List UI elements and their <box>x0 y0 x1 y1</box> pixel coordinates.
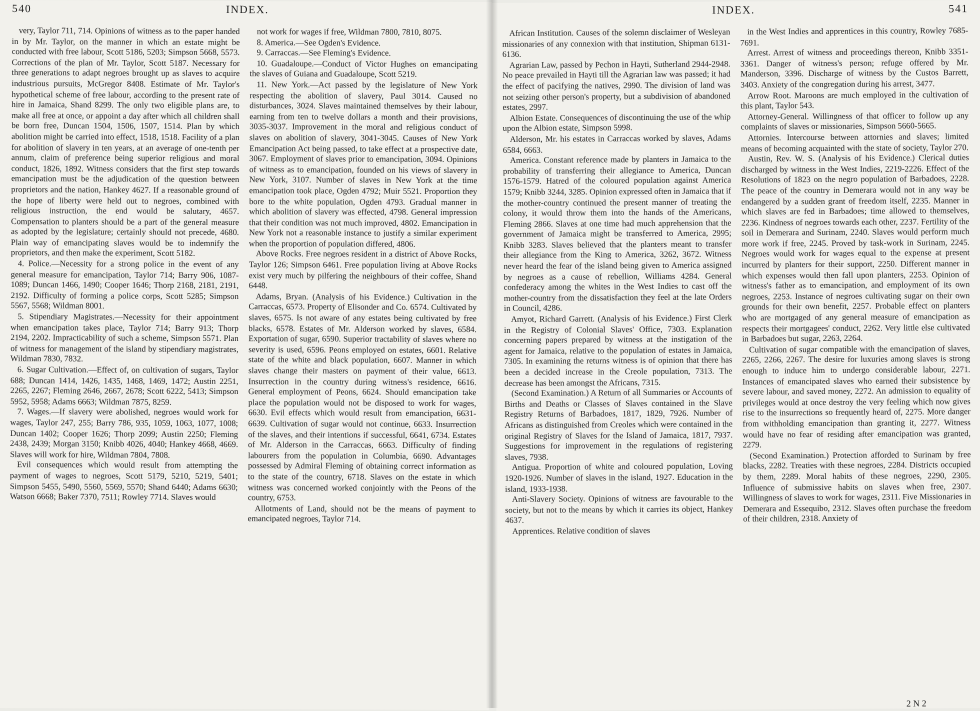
index-entry: 11. New York.—Act passed by the legislature of New York respecting the abolition of slavery, Paul 3014. Caused no disturbances, 3024. Slaves maintained themselves by their labour, earning from ten to twelve dollars a month and their provisions, 3035-3037. Improvement in the moral and religious conduct of slaves on abolition of slavery, 3041-3045. Causes of New York Emancipation Act being passed, to take effect at a prospective date, 3067. Employment of slaves prior to emancipation, 3094. Opinions of witness as to emancipation, founded on his views of slavery in New York, 3107. Number of slaves in New York at the time emancipation took place, Ogden 4792; Muir 5521. Proportion they bore to the white population, Ogden 4793. Gradual manner in which abolition of slavery was effected, 4798. General impression that their condition was not much improved, 4802. Emancipation in New York not a reasonable instance to justify a similar experiment when the proportion of population differed, 4806. <box>248 80 478 249</box>
index-entry: America. Constant reference made by planters in Jamaica to the probability of transferring their allegiance to America, Duncan 1576-1579. Hatred of the coloured population against America 1579; Knibb 3244, 3285. Opinion expressed often in Jamaica that if the mother-country continued the present manner of treating the colony, it would throw them into the hands of the Americans, Fleming 2866. Slaves at one time had much apprehension that the government of Jamaica might be transferred to America, 2995; Knibb 3283. Slaves believed that the planters meant to transfer their allegiance from the King to America, 3262, 3672. Witness never heard the fear of the island being given to America assigned by negroes as a cause of rebellion, Williams 4284. General confederacy among the whites in the West Indies to cast off the mother-country from the dissatisfaction they feel at the late Orders in Council, 4286. <box>503 154 732 314</box>
text-columns <box>9 26 478 704</box>
index-entry: (Second Examination.) A Return of all Summaries or Accounts of Births and Deaths or Classes of Slaves contained in the Slave Registry Returns of Barbadoes, 1817, 1829, 7926. Number of Africans as distinguished from Creoles which were contained in the original Registry of Slaves for the Island of Jamaica, 1817, 7937. Suggestions for improvement in the regulations of registering slaves, 7938. <box>504 387 733 462</box>
index-entry: Cultivation of sugar compatible with the emancipation of slaves, 2265, 2266, 2267. The desire for luxuries among slaves is strong enough to induce him to undergo considerable labour, 2271. Instances of emancipated slaves who earned their subsistence by severe labour, and saved money, 2272. An admission to equality of privileges would at once destroy the very feeling which now gives rise to the insurrections so frequently heard of, 2275. More danger from withholding emancipation than granting it, 2277. Witness would have no fear of residing after emancipation was granted, 2279. <box>742 343 971 450</box>
page-number: 541 <box>948 3 969 16</box>
text-column <box>502 28 734 705</box>
index-entry: Anti-Slavery Society. Opinions of witness are favourable to the society, but not to the means by which it carries its object, Hankey 4637. <box>505 493 734 526</box>
running-head: INDEX. <box>712 4 756 17</box>
index-entry: Allotments of Land, should not be the means of payment to emancipated negroes, Taylor 714. <box>247 503 476 524</box>
index-entry: 5. Stipendiary Magistrates.—Necessity for their appointment when emancipation takes place, Taylor 714; Barry 913; Thorp 2194, 2202. Impracticability of such a scheme, Simpson 5571. Plan of witness for management of the island by stipendiary magistrates, Wildman 7830, 7832. <box>10 312 239 364</box>
index-entry: 6. Sugar Cultivation.—Effect of, on cultivation of sugars, Taylor 688; Duncan 1414, 1426, 1435, 1468, 1469, 1472; Austin 2251, 2265, 2267; Fleming 2646, 2667, 2678; Scott 6222, 5413; Simpson 5952, 5958; Adams 6663; Wildman 7875, 8259. <box>10 365 239 407</box>
index-entry: Austin, Rev. W. S. (Analysis of his Evidence.) Clerical duties discharged by witness in the West Indies, 2219-2226. Effect of the Resolutions of 1823 on the negro population of Barbadoes, 2228. The peace of the country in Demerara would not in any way be endangered by a sudden grant of freedom itself, 2235. Manner in which slaves are fed in Barbadoes; time allowed to themselves, 2236. Kindness of negroes towards each other, 2237. Fertility of the soil in Demerara and Surinam, 2240. Slaves would perform much more work if free, 2245. Proved by task-work in Surinam, 2245. Negroes would work for wages equal to the expense at present incurred by planters for their support, 2250. Different manner in which expenses would then fall upon planters, 2253. Opinion of witness's father as to emancipation, and employment of its own negroes, 2253. Instance of negroes cultivating sugar on their own grounds for their own benefit, 2257. Probable effect on planters who are mortgaged of any general measure of emancipation as respects their mortgagees' conduct, 2262. Very little else cultivated in Barbadoes but sugar, 2263, 2264. <box>741 153 971 344</box>
text-column <box>247 27 478 704</box>
index-entry: in the West Indies and apprentices in this country, Rowley 7685-7691. <box>740 26 969 48</box>
signature-mark: 2 N 2 <box>906 698 927 709</box>
index-entry: Amyot, Richard Garrett. (Analysis of his Evidence.) First Clerk in the Registry of Colonial Slaves' Office, 7303. Explanation concerning papers prepared by witness at the instigation of the agent for Jamaica, relative to the population of estates in Jamaica, 7305. In examining the returns witness is of opinion that there has been a decided increase in the Creole population, 7313. The decrease has been amongst the Africans, 7315. <box>503 313 733 388</box>
index-entry: very, Taylor 711, 714. Opinions of witness as to the paper handed in by Mr. Taylor, on the manner in which an estate might be conducted with free labour, Scott 5186, 5203; Simpson 5668, 5573. Corrections of the plan of Mr. Taylor, Scott 5187. Necessary for three generations to adapt negroes brought up as slaves to acquire industrious pursuits, McGregor 8408. Estimate of Mr. Taylor's hypothetical scheme of free labour, according to the present rate of hire in Jamaica, Shand 8299. The only two eligible plans are, to make all free at once, or appoint a day after which all children shall be born free, Duncan 1504, 1506, 1507, 1514. Plan by which abolition might be carried into effect, 1518, 1518. Facility of a plan for abolition of slavery in ten years, at an average of one-tenth per annum, claim of preference being superior religious and moral conduct, 1826, 1892. Witness considers that the first step towards emancipation must be the adjudication of the question between proprietors and the nation, Hankey 4627. If a reasonable ground of the hope of liberty were held out to negroes, combined with religious instruction, the end would be salutary, 4657. Compensation to planters should be a part of the general measure as adopted by the legislature; certainly should not precede, 4680. Plain way of emancipating slaves would be to indemnify the proprietors, and then make the experiment, Scott 5182. <box>10 26 240 259</box>
index-entry: Albion Estate. Consequences of discontinuing the use of the whip upon the Albion estate, Simpson 5998. <box>502 112 731 134</box>
index-entry: 7. Wages.—If slavery were abolished, negroes would work for wages, Taylor 247, 255; Barry 786, 935, 1059, 1063, 1077, 1008; Duncan 1402; Cooper 1626; Thorp 2099; Austin 2250; Fleming 2438, 2439; Morgan 3150; Knibb 4026, 4040; Hankey 4668, 4669. Slaves will work for hire, Wildman 7804, 7808. <box>9 407 239 460</box>
index-entry: African Institution. Causes of the solemn disclaimer of Wesleyan missionaries of any connexion with that institution, Shipman 6131-6136. <box>502 27 731 60</box>
index-entry: Above Rocks. Free negroes resident in a district of Above Rocks, Taylor 126; Simpson 6461. Free population living at Above Rocks exist very much by pilfering the neighbours of their coffee, Shand 6448. <box>248 249 477 291</box>
text-columns <box>502 26 974 705</box>
index-entry: 8. America.—See Ogden's Evidence. <box>256 37 381 48</box>
text-column <box>740 26 972 703</box>
index-entry: Evil consequences which would result from attempting the payment of wages to negroes, Scott 5179, 5210, 5219, 5401; Simpson 5455, 5490, 5560, 5569, 5570; Shand 6440; Adams 6630; Watson 6668; Baker 7370, 7511; Rowley 7714. Slaves would <box>9 460 238 503</box>
index-entry: Attorney-General. Willingness of that officer to follow up any complaints of slaves or missionaries, Simpson 5660-5665. <box>740 110 969 132</box>
index-entry: Agrarian Law, passed by Pechon in Hayti, Sutherland 2944-2948. No peace prevailed in Hayti till the Agrarian law was passed; it had the effect of pacifying the natives, 2990. The division of land was not seizing other person's property, but a subdivision of abandoned estates, 2997. <box>502 59 731 113</box>
index-entry: 4. Police.—Necessity for a strong police in the event of any general measure for emancipation, Taylor 714; Barry 906, 1087-1089; Duncan 1466, 1490; Cooper 1646; Thorp 2168, 2181, 2191, 2192. Difficulty of forming a police corps, Scott 5285; Simpson 5567, 5568; Wildman 8001. <box>10 259 239 311</box>
index-entry: 10. Guadaloupe.—Conduct of Victor Hughes on emancipating the slaves of Guiana and Guadaloupe, Scott 5219. <box>249 58 478 80</box>
book-gutter <box>486 0 498 708</box>
page-number: 540 <box>11 3 32 16</box>
running-head: INDEX. <box>225 3 269 17</box>
text-column <box>9 26 240 703</box>
index-entry: Arrest. Arrest of witness and proceedings thereon, Knibb 3351-3361. Danger of witness's person; refuge offered by Mr. Manderson, 3396. Discharge of witness by the Custos Barrett, 3403. Anxiety of the congregation during his arrest, 3477. <box>740 47 969 90</box>
index-entry: Attornies. Intercourse between attornies and slaves; limited means of becoming acquainted with the state of society, Taylor 270. <box>740 132 969 153</box>
index-entry: Adams, Bryan. (Analysis of his Evidence.) Cultivation in the Carraccas, 6573. Property of Elisonder and Co. 6574. Cultivated by slaves, 6575. Is not aware of any estates being cultivated by free blacks, 6578. Estates of Mr. Alderson worked by slaves, 6584. Exportation of sugar, 6590. Superior tractability of slaves where no severity is used, 6596. Peons employed on estates, 6601. Relative state of the white and black population, 6607. Manner in which slaves change their masters on payment of their value, 6613. Insurrection in the country during witness's residence, 6616. General employment of Peons, 6624. Should emancipation take place the population would not be disposed to work for wages, 6630. Evil effects which would result from emancipation, 6631-6639. Cultivation of sugar would not continue, 6633. Insurrection of the slaves, and their intentions if successful, 6641, 6734. Estates of Mr. Alderson in the Carraccas, 6663. Difficulty of finding labourers from the population in Columbia, 6690. Advantages possessed by Admiral Fleming of obtaining correct information as to the state of the country, 6718. Slaves on the estate in which witness was concerned worked conjointly with the Peons of the country, 6753. <box>247 291 477 503</box>
index-entry: 9. Carraccas.—See Fleming's Evidence. <box>256 48 391 58</box>
index-entry: not work for wages if free, Wildman 7800, 7810, 8075. <box>256 27 442 37</box>
right-page <box>492 0 980 711</box>
index-entry: Arrow Root. Maroons are much employed in the cultivation of this plant, Taylor 543. <box>740 89 969 111</box>
index-entry: Apprentices. Relative condition of slaves <box>512 525 651 536</box>
index-entry: Antigua. Proportion of white and coloured population, Loving 1920-1926. Number of slaves in the island, 1927. Education in the island, 1933-1938. <box>504 461 733 494</box>
index-entry: (Second Examination.) Protection afforded to Surinam by free blacks, 2282. Treaties with these negroes, 2284. Districts occupied by them, 2289. Moral habits of these negroes, 2290, 2305. Influence of submissive habits on slaves when free, 2307. Willingness of slaves to work for wages, 2311. Five Missionaries in Demerara and Essequibo, 2312. Slaves often purchase the freedom of their children, 2318. Anxiety of <box>742 449 972 524</box>
index-entry: Alderson, Mr. his estates in Carraccas worked by slaves, Adams 6584, 6663. <box>502 133 731 155</box>
